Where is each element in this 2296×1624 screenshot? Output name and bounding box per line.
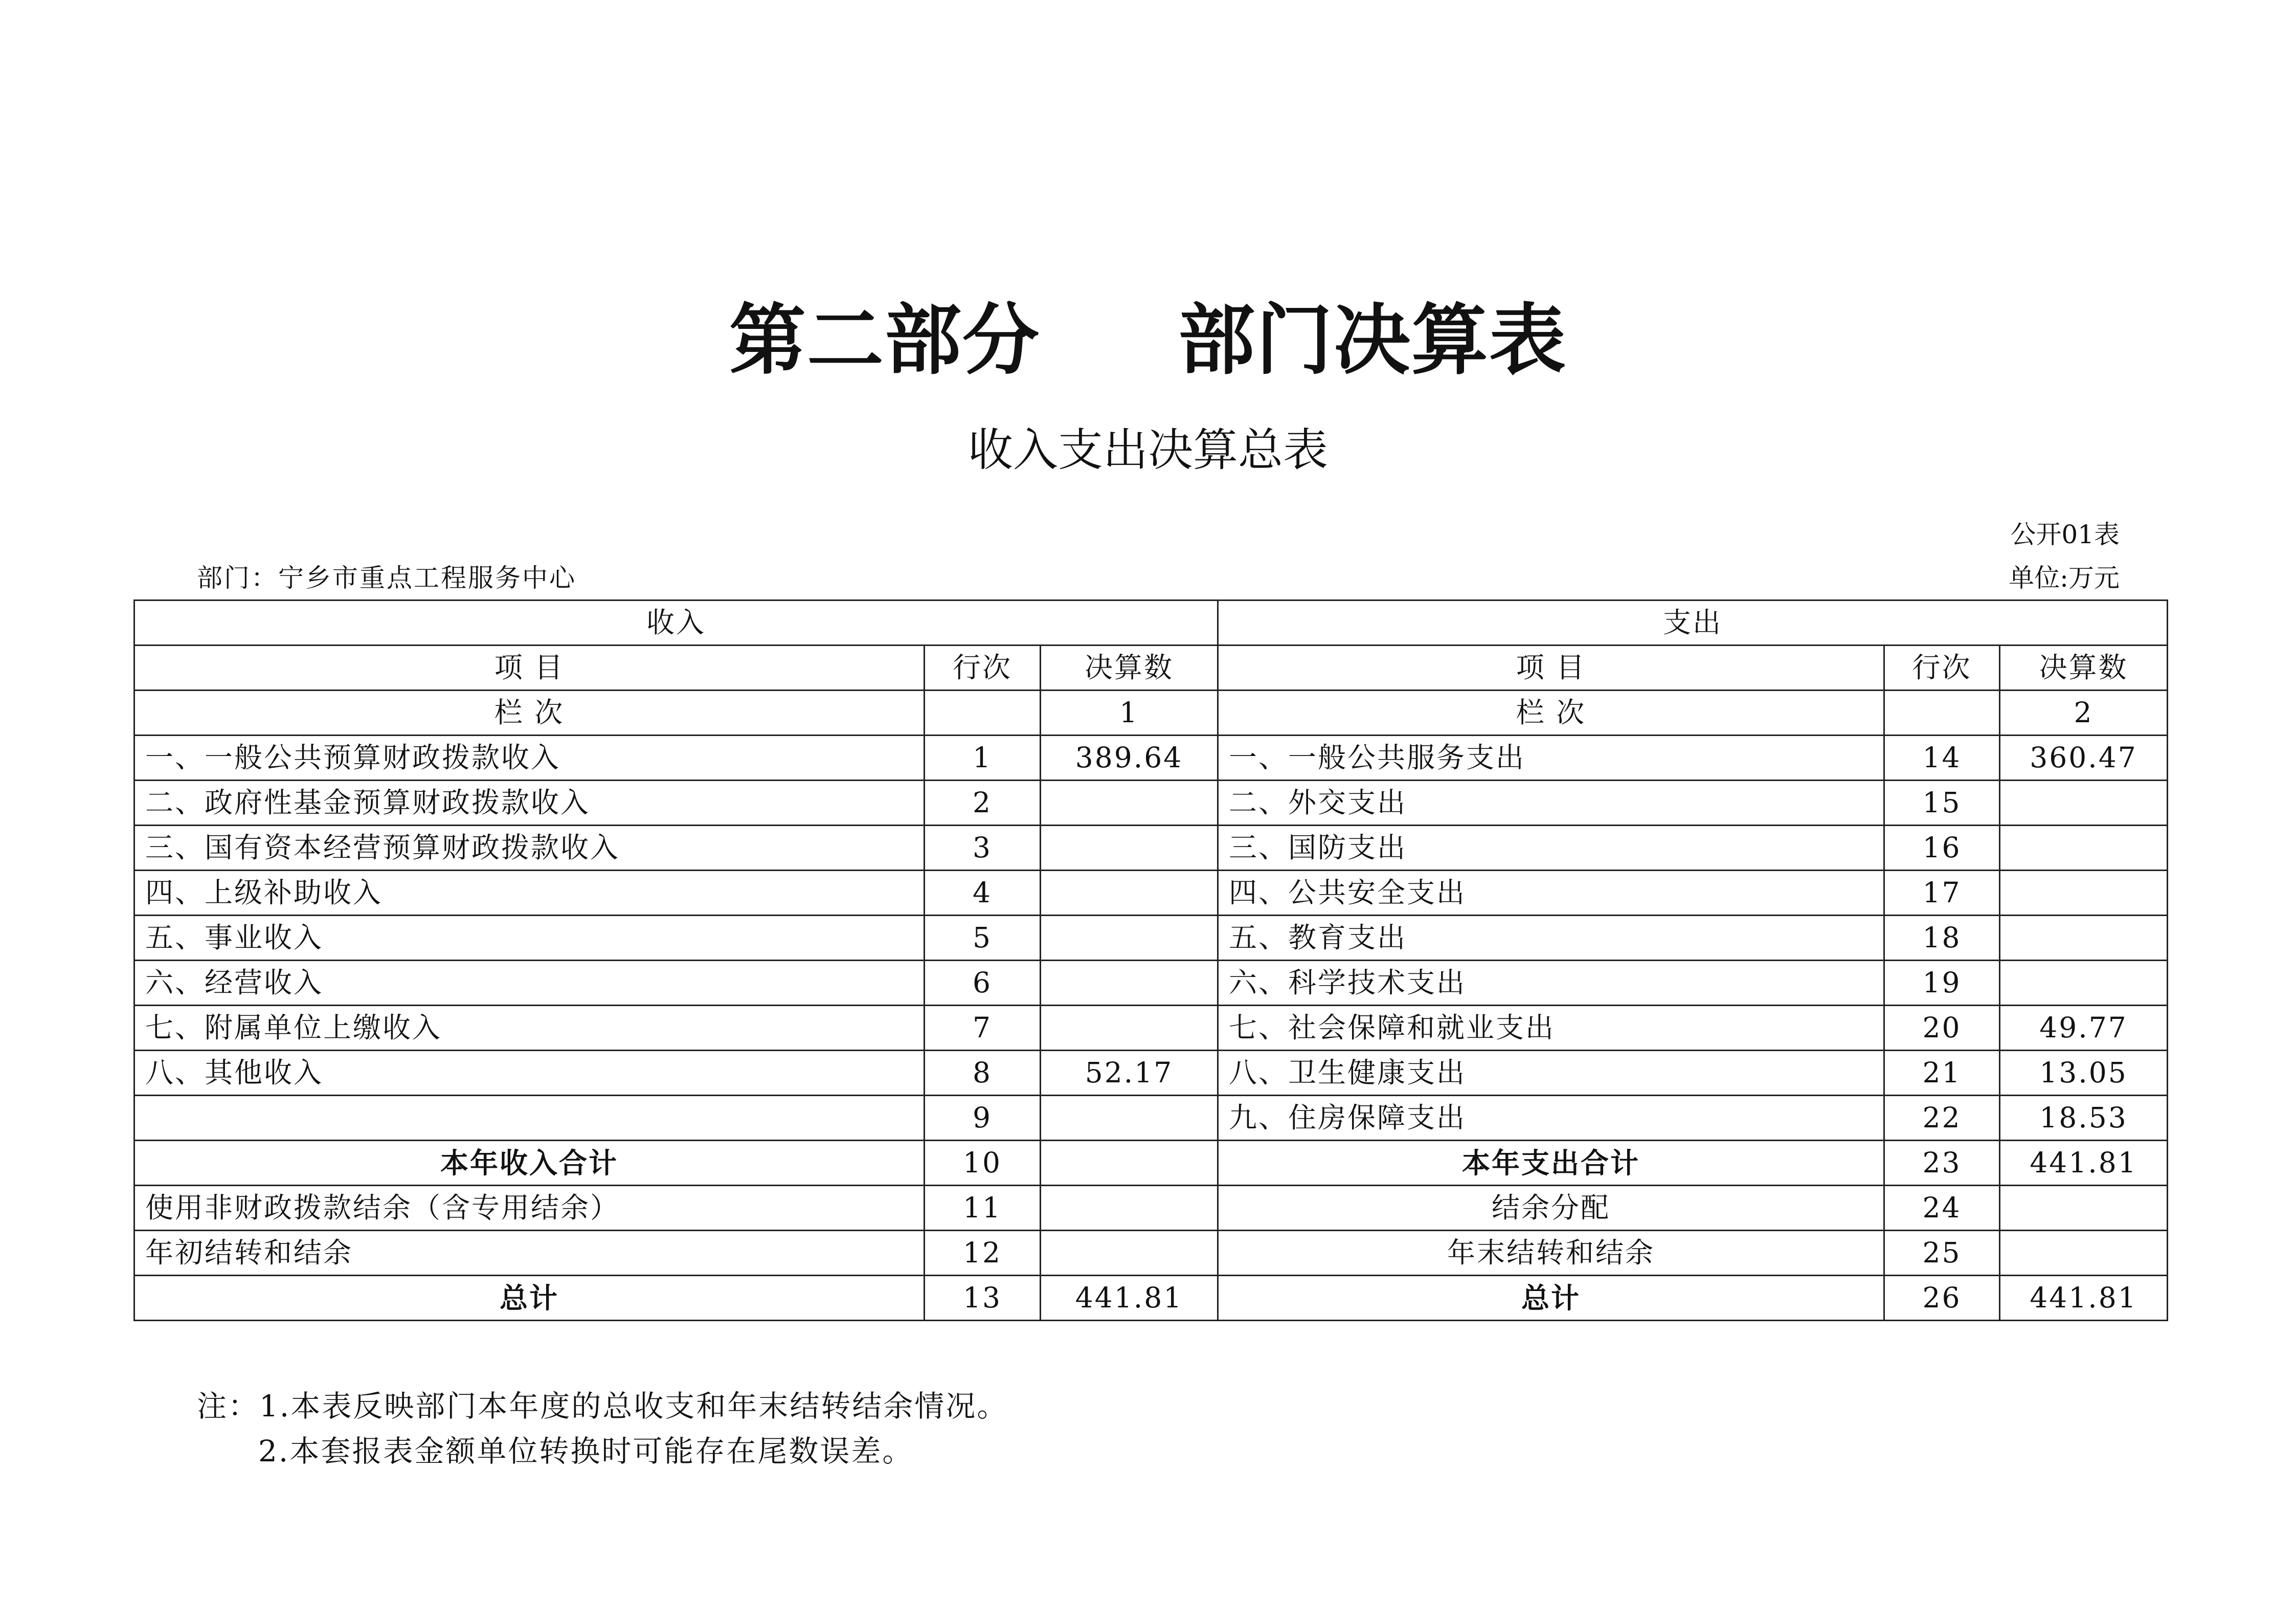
expense-total-amount: 441.81 [2000, 1276, 2168, 1321]
income-line: 2 [925, 781, 1041, 826]
income-item: 八、其他收入 [134, 1051, 925, 1096]
income-line: 10 [925, 1141, 1041, 1186]
expense-item: 六、科学技术支出 [1218, 961, 1884, 1006]
expense-item: 结余分配 [1218, 1186, 1884, 1231]
income-amount-header: 决算数 [1041, 646, 1218, 691]
expense-line: 25 [1884, 1231, 2000, 1276]
income-column-number: 1 [1041, 691, 1218, 736]
income-amount: 52.17 [1041, 1051, 1218, 1096]
income-line: 5 [925, 916, 1041, 961]
expense-line: 26 [1884, 1276, 2000, 1321]
income-amount [1041, 916, 1218, 961]
table-row [134, 871, 2168, 916]
expense-item: 一、一般公共服务支出 [1218, 736, 1884, 781]
note-1: 注：1.本表反映部门本年度的总收支和年末结转结余情况。 [197, 1389, 1008, 1423]
income-amount [1041, 1096, 1218, 1141]
expense-header: 支出 [1218, 600, 2168, 646]
income-lan-label: 栏 次 [134, 691, 925, 736]
expense-amount [2000, 916, 2168, 961]
expense-line: 17 [1884, 871, 2000, 916]
total-row [134, 1276, 2168, 1321]
expense-item: 四、公共安全支出 [1218, 871, 1884, 916]
expense-item: 九、住房保障支出 [1218, 1096, 1884, 1141]
expense-amount: 13.05 [2000, 1051, 2168, 1096]
income-amount [1041, 1006, 1218, 1051]
expense-line: 21 [1884, 1051, 2000, 1096]
subtotal-row [134, 1141, 2168, 1186]
table-row [134, 1231, 2168, 1276]
expense-amount [2000, 961, 2168, 1006]
income-item: 四、上级补助收入 [134, 871, 925, 916]
note-2: 2.本套报表金额单位转换时可能存在尾数误差。 [258, 1434, 914, 1469]
column-header-row [134, 646, 2168, 691]
income-line: 3 [925, 826, 1041, 871]
department-label: 部门：宁乡市重点工程服务中心 [197, 563, 576, 593]
notes [197, 1384, 1008, 1474]
expense-item: 七、社会保障和就业支出 [1218, 1006, 1884, 1051]
income-header: 收入 [134, 600, 1218, 646]
expense-amount: 360.47 [2000, 736, 2168, 781]
title-part-2: 部门决算表 [1178, 295, 1567, 385]
column-number-row [134, 691, 2168, 736]
income-line: 11 [925, 1186, 1041, 1231]
expense-line: 22 [1884, 1096, 2000, 1141]
income-item [134, 1096, 925, 1141]
expense-line: 14 [1884, 736, 2000, 781]
income-total-amount: 441.81 [1041, 1276, 1218, 1321]
income-lan-line [925, 691, 1041, 736]
table-row [134, 826, 2168, 871]
expense-item: 三、国防支出 [1218, 826, 1884, 871]
income-subtotal-amount [1041, 1141, 1218, 1186]
expense-line: 18 [1884, 916, 2000, 961]
expense-amount [2000, 871, 2168, 916]
income-amount [1041, 826, 1218, 871]
table-row [134, 1186, 2168, 1231]
expense-subtotal-amount: 441.81 [2000, 1141, 2168, 1186]
income-item: 一、一般公共预算财政拨款收入 [134, 736, 925, 781]
table-row [134, 781, 2168, 826]
table-subtitle: 收入支出决算总表 [967, 424, 1328, 476]
income-subtotal-label: 本年收入合计 [134, 1141, 925, 1186]
income-line: 6 [925, 961, 1041, 1006]
page-title [0, 289, 2296, 391]
table-row [134, 916, 2168, 961]
unit-label: 单位:万元 [2009, 563, 2120, 593]
expense-line: 19 [1884, 961, 2000, 1006]
income-item-header: 项 目 [134, 646, 925, 691]
expense-item-header: 项 目 [1218, 646, 1884, 691]
income-expense-table [133, 599, 2168, 1321]
expense-amount [2000, 1231, 2168, 1276]
income-amount [1041, 781, 1218, 826]
income-line: 12 [925, 1231, 1041, 1276]
income-item: 五、事业收入 [134, 916, 925, 961]
expense-lan-line [1884, 691, 2000, 736]
expense-column-number: 2 [2000, 691, 2168, 736]
table-row [134, 1051, 2168, 1096]
income-line: 4 [925, 871, 1041, 916]
income-amount [1041, 1231, 1218, 1276]
expense-line: 23 [1884, 1141, 2000, 1186]
expense-subtotal-label: 本年支出合计 [1218, 1141, 1884, 1186]
expense-line: 16 [1884, 826, 2000, 871]
income-total-label: 总计 [134, 1276, 925, 1321]
income-line: 8 [925, 1051, 1041, 1096]
expense-amount: 49.77 [2000, 1006, 2168, 1051]
income-item: 年初结转和结余 [134, 1231, 925, 1276]
expense-line: 24 [1884, 1186, 2000, 1231]
income-item: 七、附属单位上缴收入 [134, 1006, 925, 1051]
income-amount [1041, 871, 1218, 916]
income-line-header: 行次 [925, 646, 1041, 691]
form-number: 公开01表 [2010, 520, 2120, 549]
expense-line: 20 [1884, 1006, 2000, 1051]
income-amount [1041, 1186, 1218, 1231]
expense-amount-header: 决算数 [2000, 646, 2168, 691]
table-row [134, 961, 2168, 1006]
table-header-row [134, 600, 2168, 646]
income-item: 使用非财政拨款结余（含专用结余） [134, 1186, 925, 1231]
table-row [134, 736, 2168, 781]
expense-amount [2000, 781, 2168, 826]
income-line: 1 [925, 736, 1041, 781]
income-amount: 389.64 [1041, 736, 1218, 781]
income-line: 9 [925, 1096, 1041, 1141]
table-row [134, 1096, 2168, 1141]
expense-amount [2000, 826, 2168, 871]
expense-line: 15 [1884, 781, 2000, 826]
income-line: 7 [925, 1006, 1041, 1051]
table-row [134, 1006, 2168, 1051]
income-line: 13 [925, 1276, 1041, 1321]
expense-item: 五、教育支出 [1218, 916, 1884, 961]
expense-amount [2000, 1186, 2168, 1231]
expense-total-label: 总计 [1218, 1276, 1884, 1321]
expense-line-header: 行次 [1884, 646, 2000, 691]
income-item: 二、政府性基金预算财政拨款收入 [134, 781, 925, 826]
income-item: 三、国有资本经营预算财政拨款收入 [134, 826, 925, 871]
expense-amount: 18.53 [2000, 1096, 2168, 1141]
expense-item: 八、卫生健康支出 [1218, 1051, 1884, 1096]
income-amount [1041, 961, 1218, 1006]
expense-item: 二、外交支出 [1218, 781, 1884, 826]
expense-item: 年末结转和结余 [1218, 1231, 1884, 1276]
expense-lan-label: 栏 次 [1218, 691, 1884, 736]
title-part-1: 第二部分 [729, 295, 1040, 385]
income-item: 六、经营收入 [134, 961, 925, 1006]
